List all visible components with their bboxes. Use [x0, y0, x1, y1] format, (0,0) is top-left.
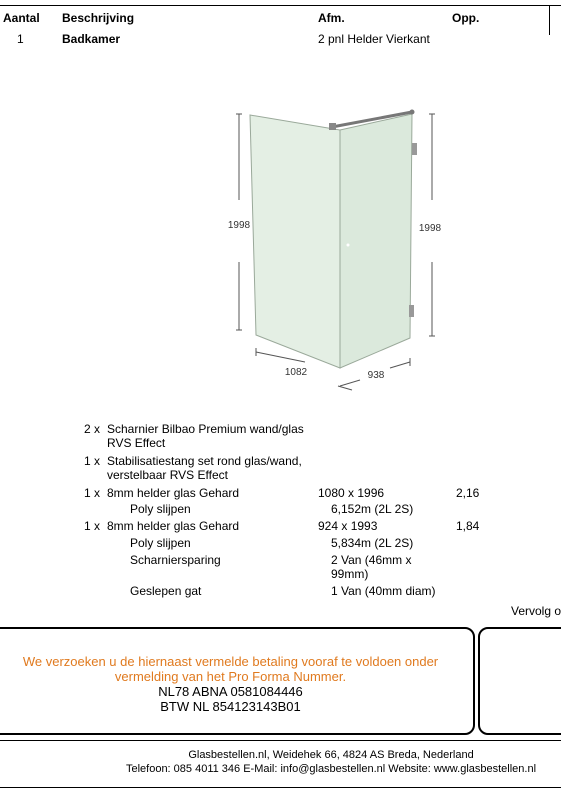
footer-address: Glasbestellen.nl, Weidehek 66, 4824 AS Breda, Nederland	[188, 749, 474, 761]
top-rule	[0, 5, 561, 6]
item-8-sub: Geslepen gat	[130, 584, 202, 598]
item-3-dim: 1080 x 1996	[318, 486, 385, 500]
hinge-top	[412, 143, 417, 155]
dim-height-right: 1998	[418, 223, 442, 234]
item-2-desc: Stabilisatiestang set rond glas/wand,	[107, 454, 302, 468]
dim-width-left: 1082	[284, 367, 308, 378]
footer-rule-bottom	[0, 787, 561, 788]
dim-height-left: 1998	[227, 220, 251, 231]
item-1-desc: Scharnier Bilbao Premium wand/glas	[107, 422, 304, 436]
side-box	[478, 627, 561, 735]
item-1-desc2: RVS Effect	[107, 436, 166, 450]
item-1-qty: 2 x	[84, 422, 101, 436]
item-3-qty: 1 x	[84, 486, 101, 500]
item-8-dim: 1 Van (40mm diam)	[331, 584, 436, 598]
vat-number: BTW NL 854123143B01	[160, 699, 301, 714]
left-glass-panel	[250, 115, 340, 368]
right-glass-panel	[340, 114, 412, 368]
dim-width-right: 938	[367, 370, 385, 381]
right-border	[549, 5, 550, 35]
item-7-dim2: 99mm)	[331, 567, 369, 581]
drill-hole	[347, 244, 350, 247]
main-row-desc: Badkamer	[62, 32, 121, 46]
hinge-bottom	[409, 305, 414, 317]
footer-contact: Telefoon: 085 4011 346 E-Mail: info@glasbestellen.nl Website: www.glasbestellen.nl	[125, 763, 537, 775]
continued-label: Vervolg o	[511, 604, 561, 618]
payment-line-2: vermelding van het Pro Forma Nummer.	[114, 669, 347, 684]
iban: NL78 ABNA 0581084446	[158, 684, 303, 699]
col-header-desc: Beschrijving	[62, 11, 135, 25]
footer-rule-top	[0, 740, 561, 741]
item-5-desc: 8mm helder glas Gehard	[107, 519, 240, 533]
item-7-sub: Scharniersparing	[130, 553, 221, 567]
item-3-area: 2,16	[456, 486, 480, 500]
item-7-dim: 2 Van (46mm x	[331, 553, 412, 567]
item-5-area: 1,84	[456, 519, 480, 533]
col-header-qty: Aantal	[3, 11, 40, 25]
item-2-desc2: verstelbaar RVS Effect	[107, 468, 228, 482]
shower-drawing	[220, 100, 460, 400]
item-4-dim: 6,152m (2L 2S)	[331, 502, 414, 516]
main-row-dim: 2 pnl Helder Vierkant	[318, 32, 430, 46]
item-5-dim: 924 x 1993	[318, 519, 378, 533]
col-header-dim: Afm.	[318, 11, 345, 25]
col-header-area: Opp.	[452, 11, 480, 25]
item-4-sub: Poly slijpen	[130, 502, 191, 516]
item-2-qty: 1 x	[84, 454, 101, 468]
item-6-dim: 5,834m (2L 2S)	[331, 536, 414, 550]
payment-line-1: We verzoeken u de hiernaast vermelde betaling vooraf te voldoen onder	[22, 654, 439, 669]
item-6-sub: Poly slijpen	[130, 536, 191, 550]
main-row-qty: 1	[17, 32, 24, 46]
item-3-desc: 8mm helder glas Gehard	[107, 486, 240, 500]
item-5-qty: 1 x	[84, 519, 101, 533]
